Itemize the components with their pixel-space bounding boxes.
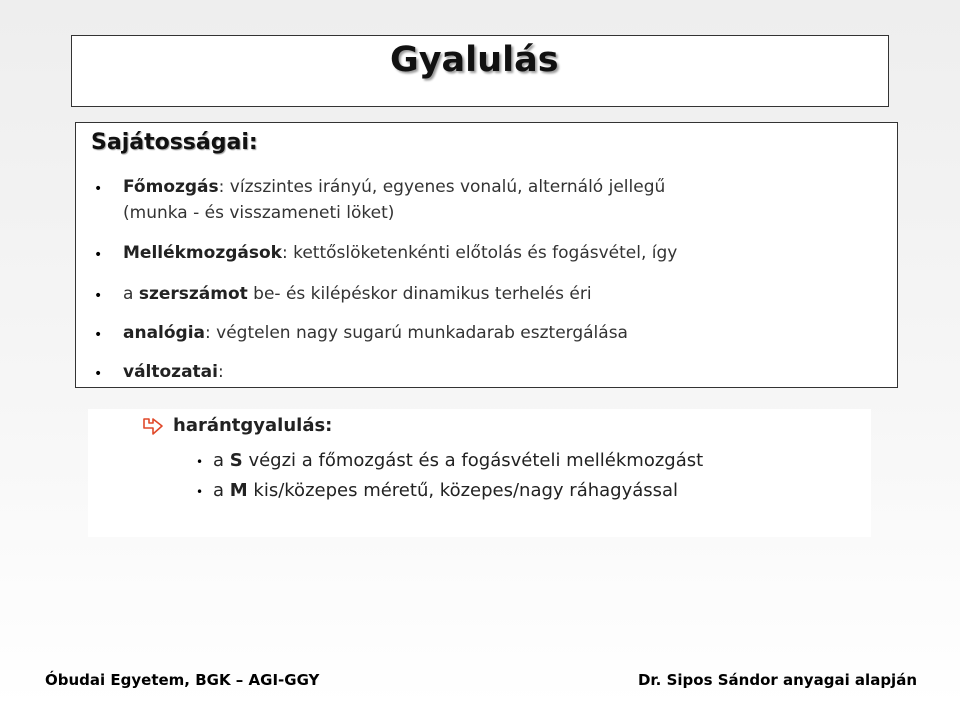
item-prefix: a [123, 284, 139, 304]
item-term: analógia [123, 323, 206, 343]
item-term: S [229, 450, 243, 471]
item-term: M [229, 480, 248, 501]
list-item [123, 284, 592, 304]
item-prefix: a [213, 450, 230, 471]
bullet-point: • [94, 288, 103, 304]
list-item-continuation: (munka - és visszameneti löket) [123, 203, 395, 223]
sub-bullet-point: • [196, 455, 204, 469]
sub-list-item [213, 480, 678, 501]
item-text: : kettőslöketenkénti előtolás és fogásvétel, így [281, 243, 678, 263]
item-text: : végtelen nagy sugarú munkadarab esztergálása [205, 323, 628, 343]
section-heading: Sajátosságai: [91, 130, 258, 155]
list-item [123, 323, 628, 343]
item-text: végzi a főmozgást és a fogásvételi mellékmozgást [242, 450, 704, 471]
bullet-point: • [94, 247, 103, 263]
hollow-arrow-icon [142, 417, 164, 437]
list-item [123, 177, 665, 197]
sub-section-heading: harántgyalulás: [173, 415, 333, 436]
item-term: Főmozgás [123, 177, 219, 197]
sub-bullet-point: • [196, 485, 204, 499]
list-item [123, 362, 224, 382]
bullet-point: • [94, 181, 103, 197]
list-item [123, 243, 677, 263]
item-text: kis/közepes méretű, közepes/nagy ráhagyással [247, 480, 679, 501]
item-prefix: a [213, 480, 230, 501]
footer-left: Óbudai Egyetem, BGK – AGI-GGY [45, 671, 320, 689]
slide-title: Gyalulás [390, 40, 559, 80]
item-term: változatai [123, 362, 218, 382]
bullet-point: • [94, 366, 103, 382]
item-text: : [217, 362, 224, 382]
bullet-point: • [94, 327, 103, 343]
item-text: : vízszintes irányú, egyenes vonalú, alternáló jellegű [218, 177, 666, 197]
footer-right: Dr. Sipos Sándor anyagai alapján [637, 671, 917, 689]
item-term: szerszámot [138, 284, 248, 304]
item-text: be- és kilépéskor dinamikus terhelés éri [247, 284, 592, 304]
item-term: Mellékmozgások [123, 243, 282, 263]
sub-list-item [213, 450, 703, 471]
